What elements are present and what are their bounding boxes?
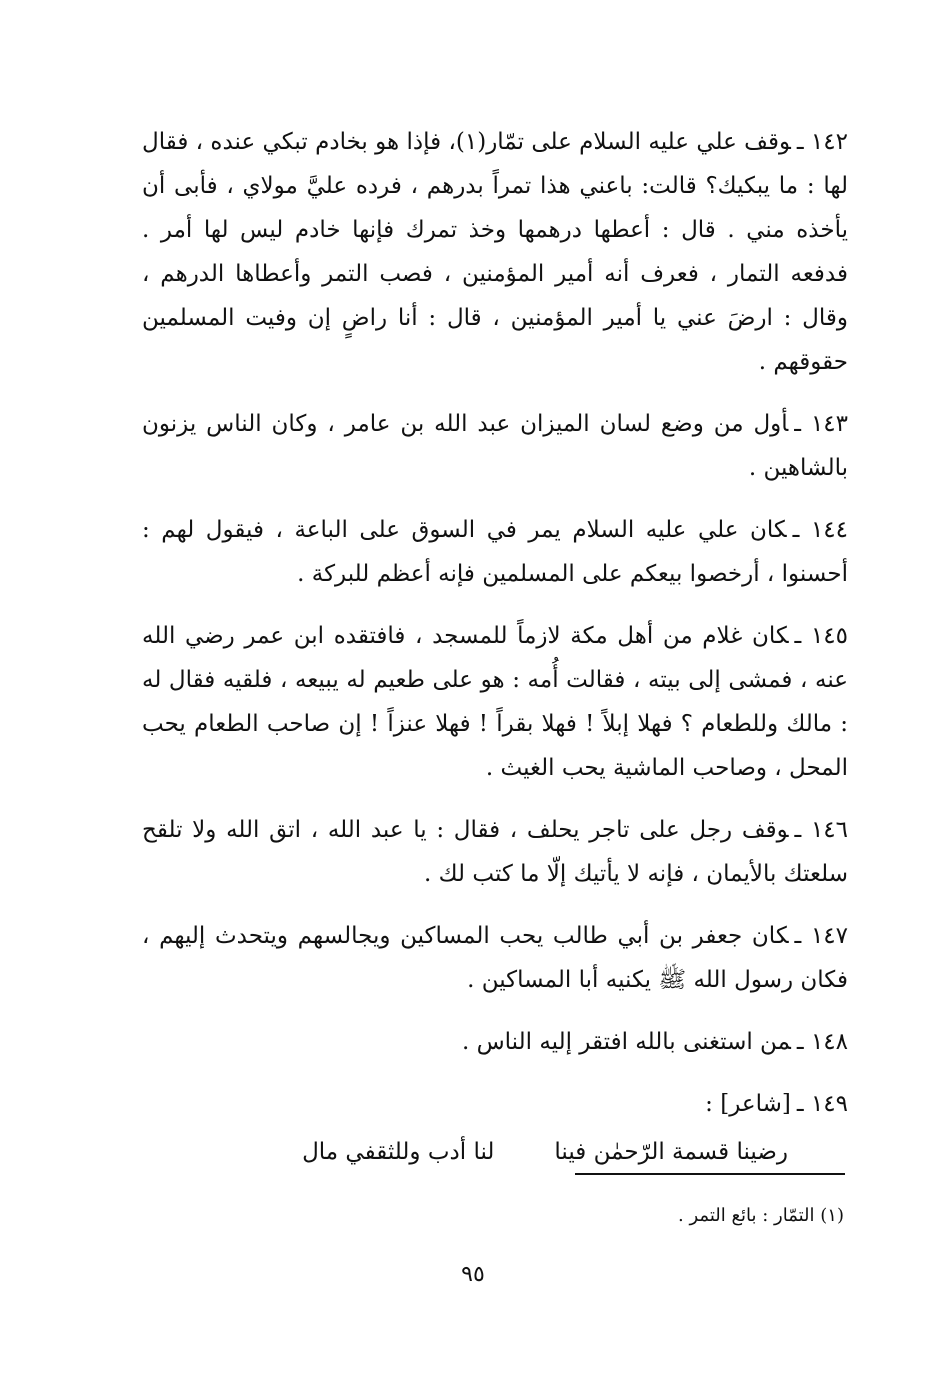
entry-146	[142, 808, 848, 896]
page-number: ٩٥	[461, 1262, 485, 1287]
entry-number: ١٤٣ ـ	[794, 411, 848, 437]
poem-verse	[142, 1130, 848, 1174]
entry-text: وقف رجل على تاجر يحلف ، فقال : يا عبد الله ، اتق الله ولا تلقح سلعتك بالأيمان ، فإنه لا يأتيك إلّا ما كتب لك .	[142, 817, 848, 887]
entry-text: كان غلام من أهل مكة لازماً للمسجد ، فافتقده ابن عمر رضي الله عنه ، فمشى إلى بيته ، فقالت أُمه : هو على طعيم له يبيعه ، فلقيه فقال له : مالك وللطعام ؟ فهلا إبلاً ! فهلا بقراً ! فهلا عنزاً ! إن صاحب الطعام يحب المحل ، وصاحب الماشية يحب الغيث .	[142, 623, 848, 781]
entry-text: كان علي عليه السلام يمر في السوق على الباعة ، فيقول لهم : أحسنوا ، أرخصوا بيعكم على المسلمين فإنه أعظم للبركة .	[142, 517, 848, 587]
footnote-divider	[575, 1173, 845, 1175]
entry-number: ١٤٥ ـ	[794, 623, 848, 649]
entry-142	[142, 120, 848, 384]
entry-143	[142, 402, 848, 490]
verse-second-hemistich: لنا أدب وللثقفي مال	[302, 1139, 495, 1165]
entry-149	[142, 1082, 848, 1126]
entry-number: ١٤٢ ـ	[796, 129, 848, 155]
entry-text: أول من وضع لسان الميزان عبد الله بن عامر ، وكان الناس يزنون بالشاهين .	[142, 411, 848, 481]
entry-144	[142, 508, 848, 596]
entry-text: كان جعفر بن أبي طالب يحب المساكين ويجالسهم ويتحدث إليهم ، فكان رسول الله ﷺ يكنيه أبا المساكين .	[142, 923, 848, 993]
entries-list	[142, 120, 848, 1174]
entry-number: ١٤٤ ـ	[792, 517, 848, 543]
entry-text: [شاعر] :	[705, 1091, 791, 1117]
entry-text: وقف علي عليه السلام على تمّار(١)، فإذا هو بخادم تبكي عنده ، فقال لها : ما يبكيك؟ قالت: باعني هذا تمراً بدرهم ، فرده عليَّ مولاي ، فأبى أن يأخذه مني . قال : أعطها درهمها وخذ تمرك فإنها خادم ليس لها أمر . فدفعه التمار ، فعرف أنه أمير المؤمنين ، فصب التمر وأعطاها الدرهم ، وقال : ارضَ عني يا أمير المؤمنين ، قال : أنا راضٍ إن وفيت المسلمين حقوقهم .	[142, 129, 848, 375]
entry-text: من استغنى بالله افتقر إليه الناس .	[461, 1029, 791, 1055]
entry-number: ١٤٧ ـ	[794, 923, 848, 949]
entry-145	[142, 614, 848, 790]
entry-148	[142, 1020, 848, 1064]
entry-number: ١٤٨ ـ	[796, 1029, 848, 1055]
entry-number: ١٤٦ ـ	[794, 817, 848, 843]
entry-147	[142, 914, 848, 1002]
entry-number: ١٤٩ ـ	[796, 1091, 848, 1117]
footnote: (١) التمّار : بائع التمر .	[678, 1205, 844, 1226]
verse-first-hemistich: رضينا قسمة الرّحمٰن فينا	[554, 1139, 788, 1165]
